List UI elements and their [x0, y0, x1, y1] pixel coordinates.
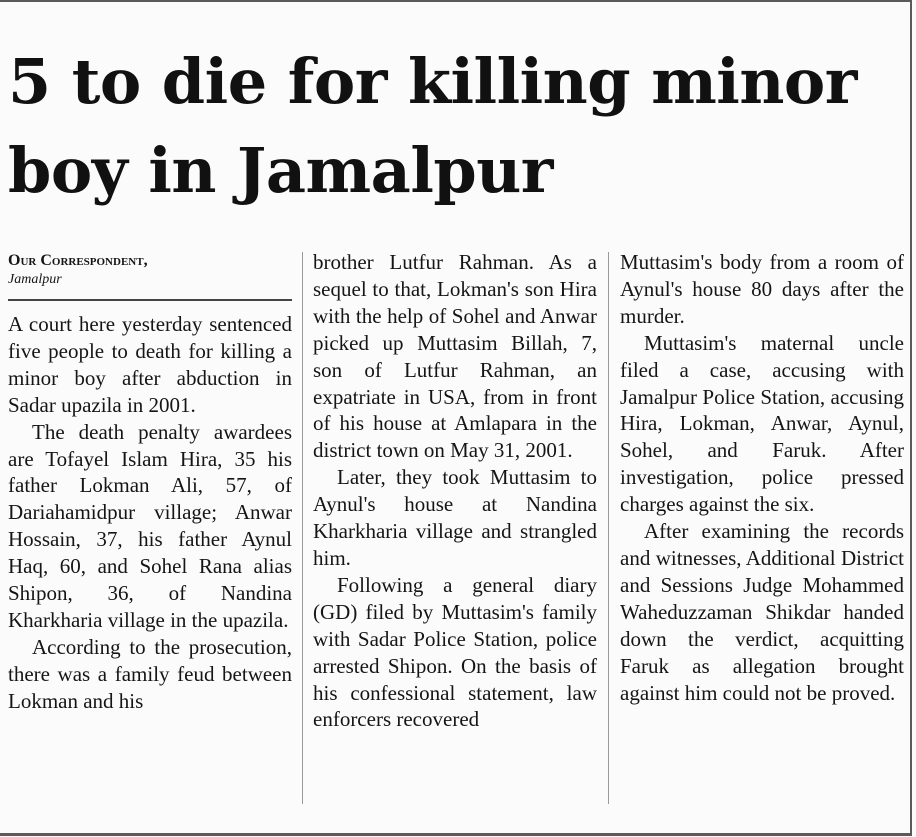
- byline-place: Jamalpur: [8, 272, 62, 287]
- column-1: [8, 249, 292, 715]
- column-divider: [302, 252, 303, 804]
- paragraph: Muttasim's maternal uncle filed a case, accusing with Jamalpur Police Station, accusing Hira, Lokman, Anwar, Aynul, Sohel, and Faruk. After investigation, police pressed charges against the six.: [620, 330, 904, 517]
- column-3: [620, 249, 904, 706]
- paragraph: Later, they took Muttasim to Aynul's house at Nandina Kharkharia village and strangled him.: [313, 465, 597, 570]
- byline-rule: [8, 299, 292, 301]
- paragraph: Muttasim's body from a room of Aynul's house 80 days after the murder.: [620, 250, 904, 328]
- column-2: [313, 249, 597, 733]
- headline: 5 to die for killing minor boy in Jamalpur: [8, 45, 857, 207]
- paragraph: A court here yesterday sentenced five people to death for killing a minor boy after abduction in Sadar upazila in 2001.: [8, 312, 292, 417]
- paragraph: After examining the records and witnesses, Additional District and Sessions Judge Mohammed Waheduzzaman Shikdar handed down the verdict, acquitting Faruk as allegation brought against him could not be proved.: [620, 519, 904, 705]
- byline-name: Our Correspondent,: [8, 252, 148, 269]
- column-divider: [608, 252, 609, 804]
- paragraph: According to the prosecution, there was a family feud between Lokman and his: [8, 634, 292, 713]
- paragraph: Following a general diary (GD) filed by Muttasim's family with Sadar Police Station, police arrested Shipon. On the basis of his confessional statement, law enforcers recovered: [313, 572, 597, 732]
- paragraph: brother Lutfur Rahman. As a sequel to that, Lokman's son Hira with the help of Sohel and Anwar picked up Muttasim Billah, 7, son of Lutfur Rahman, an expatriate in USA, from in front of his house at Amlapara in the district town on May 31, 2001.: [313, 250, 597, 463]
- paragraph: The death penalty awardees are Tofayel Islam Hira, 35 his father Lokman Ali, 57, of Dariahamidpur village; Anwar Hossain, 37, his father Aynul Haq, 60, and Sohel Rana alias Shipon, 36, of Nandina Kharkharia village in the upazila.: [8, 419, 292, 632]
